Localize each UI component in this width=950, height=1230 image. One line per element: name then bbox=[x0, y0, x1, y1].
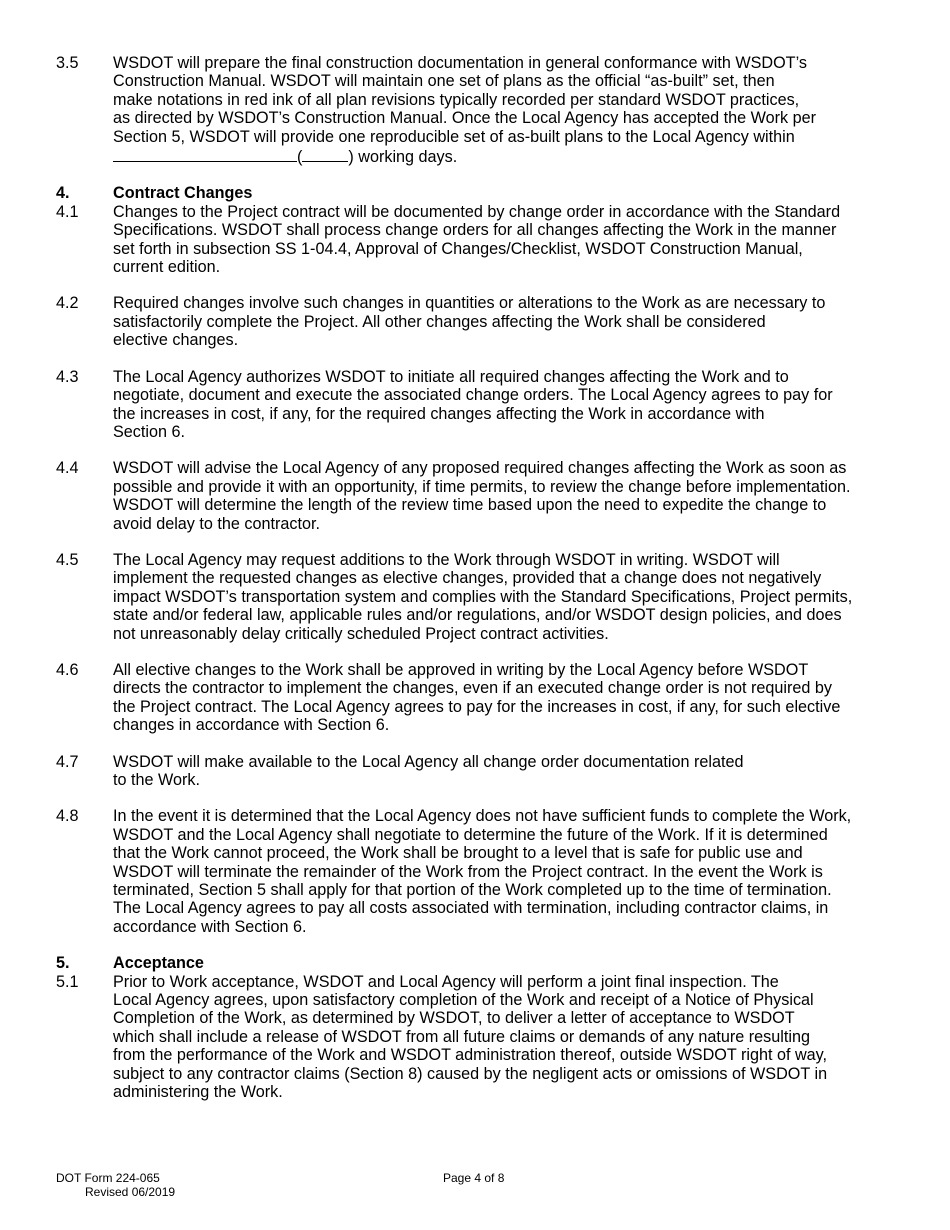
paragraph-number: 3.5 bbox=[56, 54, 79, 72]
paragraph-4-5 bbox=[56, 551, 896, 643]
paragraph-number: 4.7 bbox=[56, 752, 79, 771]
paragraph-number: 4.5 bbox=[56, 550, 79, 569]
document-page bbox=[56, 54, 896, 1102]
paragraph-text: Required changes involve such changes in quantities or alterations to the Work as are necessary to satisfactorily complete the Project. All other changes affecting the Work shall be considered elective changes. bbox=[113, 294, 826, 350]
paragraph-5-1 bbox=[56, 973, 896, 1102]
paragraph-text: WSDOT will prepare the final construction documentation in general conformance with WSDOT’s Construction Manual. WSDOT will maintain one set of plans as the official “as-built” set, then make notations in red ink of all plan revisions typically recorded per standard WSDOT practices, as directed by WSDOT’s Construction Manual. Once the Local Agency has accepted the Work per Section 5, WSDOT will provide one reproducible set of as-built plans to the Local Agency within ( ) working days. bbox=[113, 54, 896, 166]
paragraph-3-5 bbox=[56, 54, 896, 166]
paragraph-number: 5.1 bbox=[56, 972, 79, 991]
page-number: Page 4 of 8 bbox=[443, 1171, 505, 1185]
paragraph-4-1 bbox=[56, 203, 896, 277]
working-days-blank-line: ( ) working days. bbox=[113, 146, 896, 166]
paragraph-4-8 bbox=[56, 807, 896, 936]
paragraph-text: All elective changes to the Work shall be approved in writing by the Local Agency before WSDOT directs the contractor to implement the changes, even if an executed change order is not required by the Project contract. The Local Agency agrees to pay for the increases in cost, if any, for such elective changes in accordance with Section 6. bbox=[113, 660, 841, 735]
paragraph-text: Prior to Work acceptance, WSDOT and Local Agency will perform a joint final inspection. The Local Agency agrees, upon satisfactory completion of the Work and receipt of a Notice of Physical Completion of the Work, as determined by WSDOT, to deliver a letter of acceptance to WSDOT which shall include a release of WSDOT from all future claims or demands of any nature resulting from the performance of the Work and WSDOT administration thereof, outside WSDOT right of way, subject to any contractor claims (Section 8) caused by the negligent acts or omissions of WSDOT in administering the Work. bbox=[113, 972, 828, 1102]
section-title: Acceptance bbox=[113, 954, 204, 973]
paragraph-number: 4.8 bbox=[56, 807, 79, 826]
paragraph-text: WSDOT will make available to the Local Agency all change order documentation related to the Work. bbox=[113, 752, 744, 789]
paragraph-text: The Local Agency authorizes WSDOT to initiate all required changes affecting the Work and to negotiate, document and execute the associated change orders. The Local Agency agrees to pay for the increases in cost, if any, for the required changes affecting the Work in accordance with Section 6. bbox=[113, 367, 833, 441]
working-days-number-blank[interactable] bbox=[302, 146, 348, 162]
paragraph-4-4 bbox=[56, 459, 896, 533]
revision-date: Revised 06/2019 bbox=[85, 1185, 176, 1199]
section-heading-4: 4. Contract Changes bbox=[56, 184, 896, 202]
working-days-words-blank[interactable] bbox=[113, 146, 297, 162]
paragraph-number: 4.2 bbox=[56, 294, 79, 313]
paragraph-number: 4.6 bbox=[56, 660, 79, 679]
paragraph-4-7 bbox=[56, 753, 896, 790]
footer-form-info bbox=[56, 1171, 175, 1199]
paragraph-text: In the event it is determined that the Local Agency does not have sufficient funds to complete the Work, WSDOT and the Local Agency shall negotiate to determine the future of the Work. If it is determined that the Work cannot proceed, the Work shall be brought to a level that is safe for public use and WSDOT will terminate the remainder of the Work from the Project contract. In the event the Work is terminated, Section 5 shall apply for that portion of the Work completed up to the time of termination. The Local Agency agrees to pay all costs associated with termination, including contractor claims, in accordance with Section 6. bbox=[113, 807, 852, 936]
form-number: DOT Form 224-065 bbox=[56, 1171, 160, 1185]
paragraph-4-6 bbox=[56, 661, 896, 735]
section-heading-5: 5. Acceptance bbox=[56, 954, 896, 972]
section-title: Contract Changes bbox=[113, 184, 253, 203]
paragraph-text: WSDOT will advise the Local Agency of any proposed required changes affecting the Work as soon as possible and provide it with an opportunity, if time permits, to review the change before implementation. WSDOT will determine the length of the review time based upon the need to expedite the change to avoid delay to the contractor. bbox=[113, 459, 851, 533]
paragraph-text: Changes to the Project contract will be documented by change order in accordance with the Standard Specifications. WSDOT shall process change orders for all changes affecting the Work in the manner set forth in subsection SS 1-04.4, Approval of Changes/Checklist, WSDOT Construction Manual, current edition. bbox=[113, 202, 841, 277]
paragraph-number: 4.3 bbox=[56, 367, 79, 386]
paragraph-number: 4.4 bbox=[56, 459, 79, 478]
paragraph-text: The Local Agency may request additions to the Work through WSDOT in writing. WSDOT will implement the requested changes as elective changes, provided that a change does not negatively impact WSDOT’s transportation system and complies with the Standard Specifications, Project permits, state and/or federal law, applicable rules and/or regulations, and/or WSDOT design policies, and does not unreasonably delay critically scheduled Project contract activities. bbox=[113, 550, 853, 643]
paragraph-4-2 bbox=[56, 294, 896, 349]
paragraph-4-3 bbox=[56, 368, 896, 442]
paragraph-number: 4.1 bbox=[56, 202, 79, 221]
